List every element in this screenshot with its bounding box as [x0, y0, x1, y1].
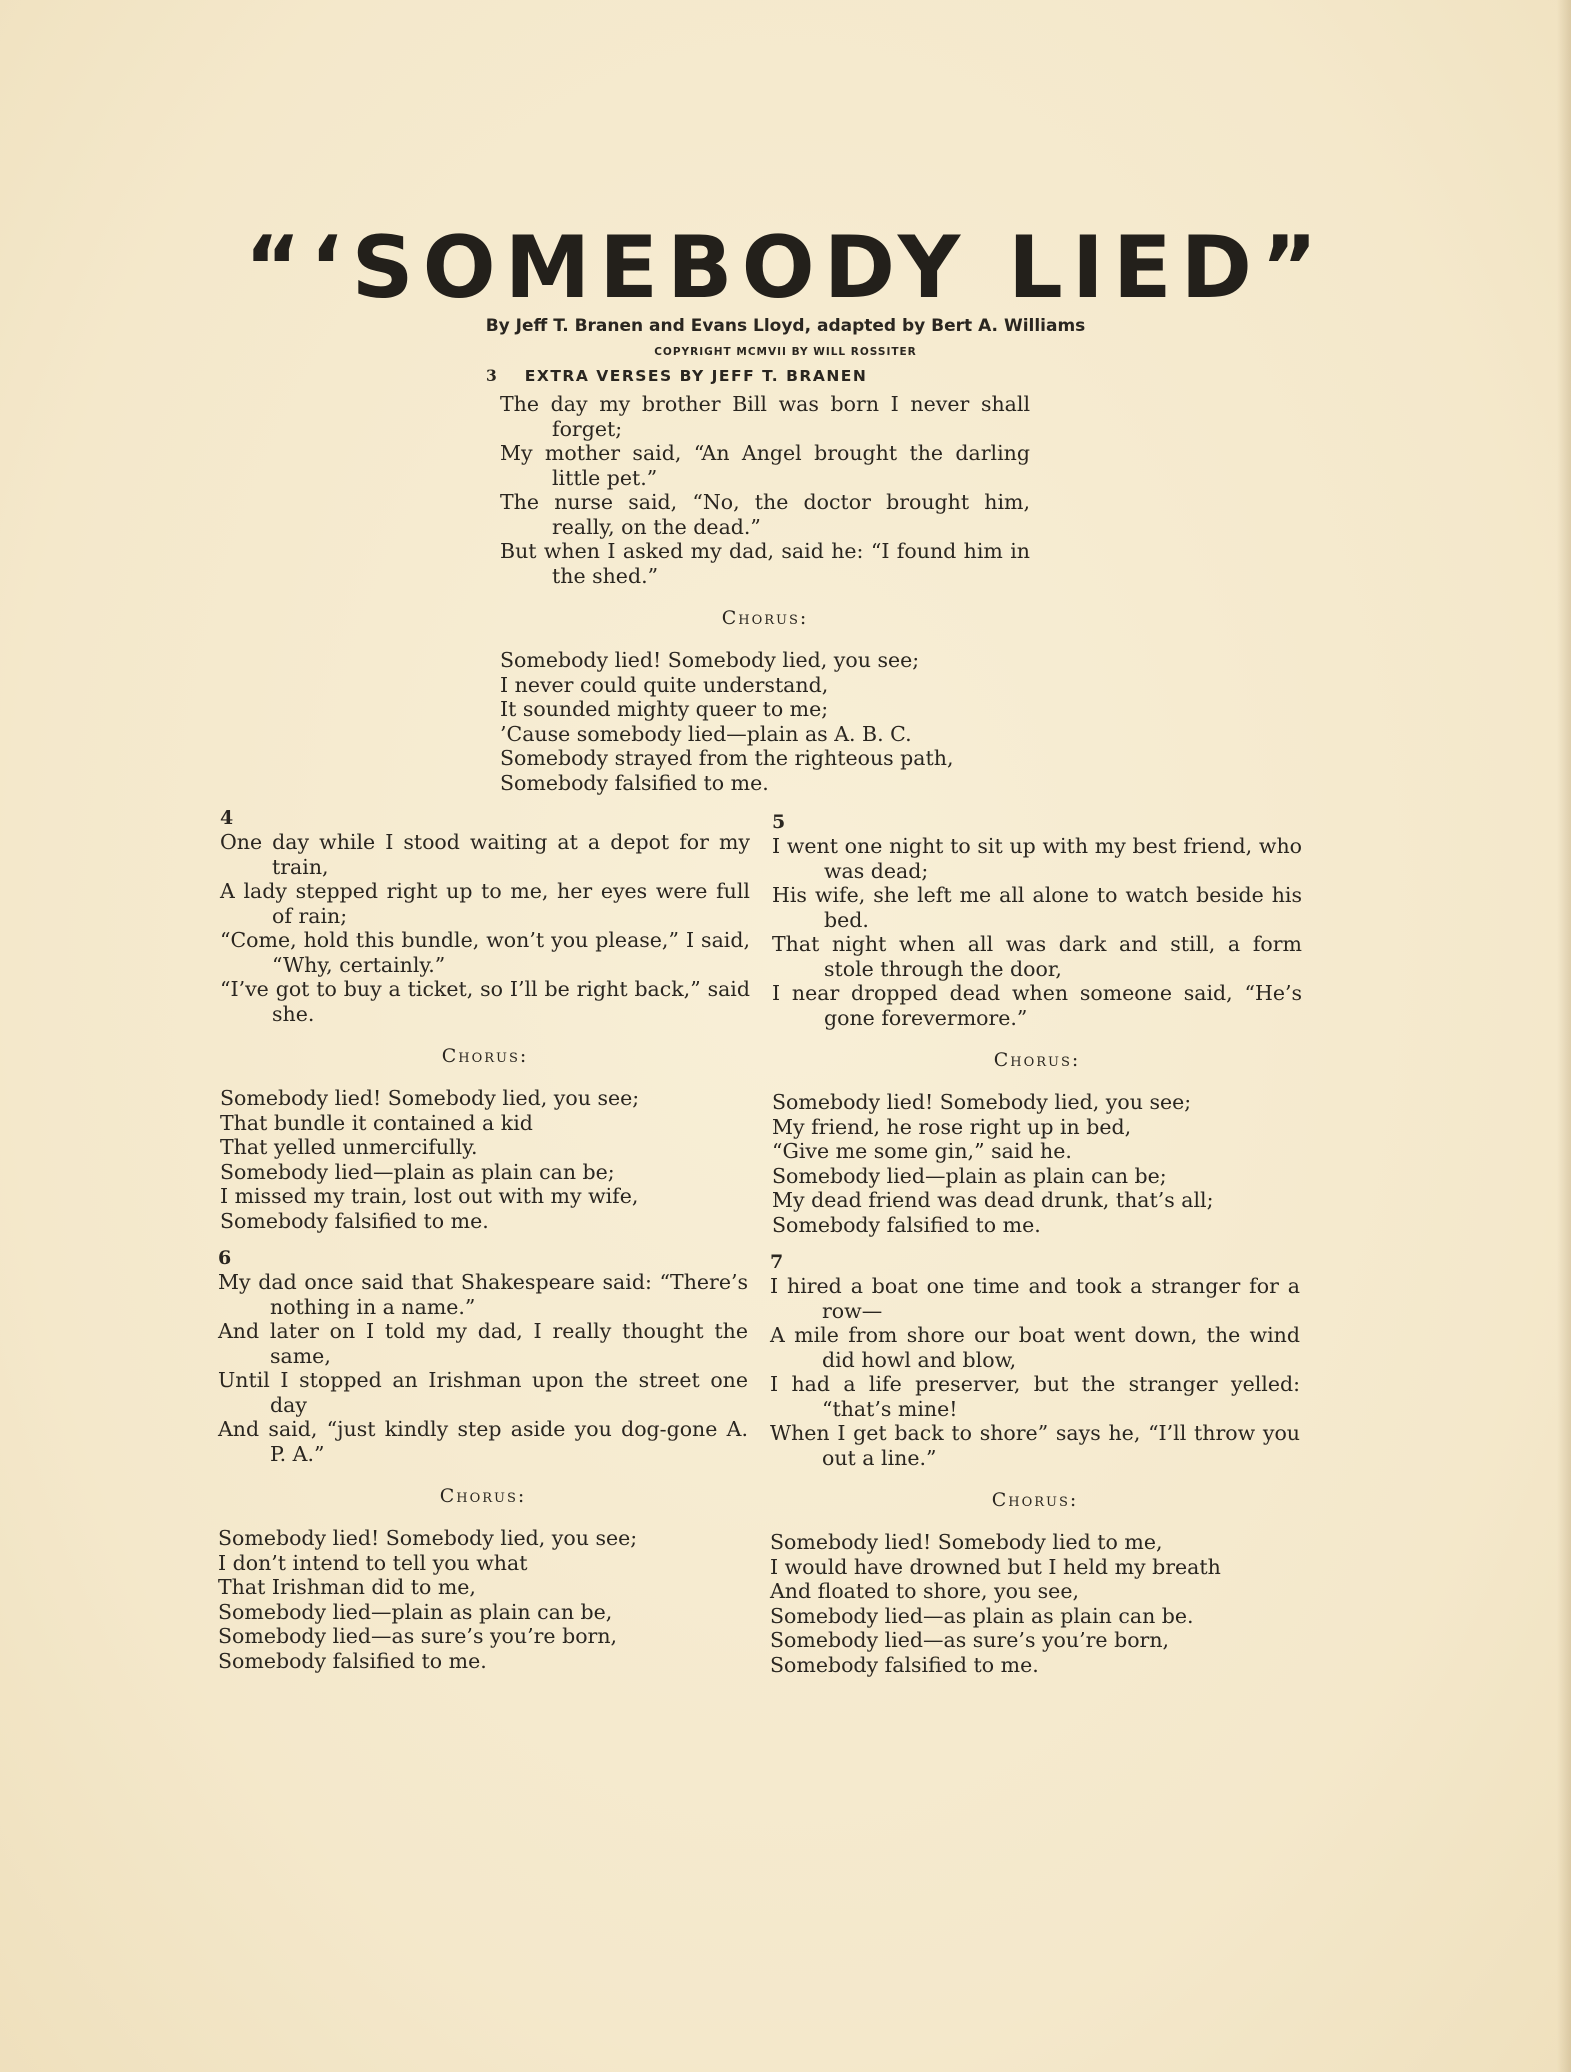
chorus-line: Somebody lied—plain as plain can be, [218, 1599, 613, 1624]
extra-verses-header [486, 366, 867, 385]
chorus-5 [772, 1090, 1302, 1237]
copyright-line: COPYRIGHT MCMVII BY WILL ROSSITER [654, 346, 917, 358]
verse-line: I went one night to sit up with my best friend, who was dead; [772, 834, 1302, 883]
chorus-line: Somebody lied—as sure’s you’re born, [770, 1628, 1170, 1652]
verse-number: 7 [770, 1251, 784, 1273]
chorus-line: Somebody lied! Somebody lied to me, [770, 1530, 1163, 1554]
verse-block-7 [770, 1250, 1300, 1677]
verse-4-lines [220, 830, 750, 1026]
chorus-line: Somebody lied! Somebody lied, you see; [500, 648, 920, 672]
verse-line: The nurse said, “No, the doctor brought him, really, on the dead.” [500, 490, 1030, 539]
chorus-line: Somebody falsified to me. [772, 1212, 1041, 1237]
chorus-line: Somebody falsified to me. [770, 1652, 1039, 1677]
chorus-4 [220, 1086, 750, 1233]
song-title: “‘SOMEBODY LIED” [244, 218, 1327, 318]
verse-6-lines [218, 1270, 748, 1466]
chorus-line: Somebody strayed from the righteous path, [500, 746, 954, 770]
chorus-label: Chorus: [439, 1485, 527, 1507]
extra-verses-label: EXTRA VERSES BY JEFF T. BRANEN [524, 367, 868, 385]
chorus-line: Somebody lied! Somebody lied, you see; [220, 1086, 640, 1110]
chorus-line: I don’t intend to tell you what [218, 1550, 528, 1575]
verse-line: But when I asked my dad, said he: “I found him in the shed.” [500, 539, 1030, 588]
verse-line: When I get back to shore” says he, “I’ll throw you out a line.” [770, 1421, 1300, 1470]
chorus-line: My dead friend was dead drunk, that’s all; [772, 1188, 1214, 1212]
verse-line: One day while I stood waiting at a depot for my train, [220, 830, 750, 879]
verse-line: Until I stopped an Irishman upon the street one day [218, 1368, 748, 1417]
chorus-line: Somebody lied—as sure’s you’re born, [218, 1624, 618, 1648]
chorus-line: That bundle it contained a kid [220, 1110, 533, 1135]
chorus-line: Somebody lied! Somebody lied, you see; [772, 1090, 1192, 1114]
chorus-line: Somebody lied—as plain as plain can be. [770, 1603, 1194, 1628]
verse-5-lines [772, 834, 1302, 1030]
chorus-line: Somebody lied—plain as plain can be; [772, 1163, 1167, 1188]
chorus-line: “Give me some gin,” said he. [772, 1139, 1072, 1163]
chorus-line: I never could quite understand, [500, 672, 829, 697]
verse-block-5 [772, 810, 1302, 1237]
chorus-line: My friend, he rose right up in bed, [772, 1114, 1132, 1139]
verse-line: I hired a boat one time and took a stranger for a row— [770, 1274, 1300, 1323]
chorus-line: And floated to shore, you see, [770, 1579, 1079, 1603]
chorus-line: Somebody falsified to me. [220, 1208, 489, 1233]
chorus-line: I would have drowned but I held my breath [770, 1554, 1221, 1579]
verse-number: 5 [772, 811, 786, 833]
byline: By Jeff T. Branen and Evans Lloyd, adapted by Bert A. Williams [485, 316, 1086, 336]
verse-3-lines [500, 392, 1030, 588]
verse-line: His wife, she left me all alone to watch beside his bed. [772, 883, 1302, 932]
verse-line: A lady stepped right up to me, her eyes were full of rain; [220, 879, 750, 928]
chorus-6 [218, 1526, 748, 1673]
verse-line: “Come, hold this bundle, won’t you please,” I said, “Why, certainly.” [220, 928, 750, 977]
verse-line: I had a life preserver, but the stranger yelled: “that’s mine! [770, 1372, 1300, 1421]
chorus-3 [500, 648, 1030, 795]
chorus-label: Chorus: [991, 1489, 1079, 1511]
verse-block-4 [220, 806, 750, 1233]
verse-line: I near dropped dead when someone said, “He’s gone forevermore.” [772, 981, 1302, 1030]
verse-number: 3 [486, 366, 497, 385]
verse-number: 4 [220, 807, 234, 829]
verse-block-6 [218, 1246, 748, 1673]
verse-line: And said, “just kindly step aside you dog-gone A. P. A.” [218, 1417, 748, 1466]
verse-line: My dad once said that Shakespeare said: “There’s nothing in a name.” [218, 1270, 748, 1319]
verse-line: That night when all was dark and still, a form stole through the door, [772, 932, 1302, 981]
chorus-line: It sounded mighty queer to me; [500, 697, 829, 721]
chorus-7 [770, 1530, 1300, 1677]
verse-7-lines [770, 1274, 1300, 1470]
chorus-line: That Irishman did to me, [218, 1575, 476, 1599]
chorus-label: Chorus: [441, 1045, 529, 1067]
verse-number: 6 [218, 1247, 232, 1269]
verse-line: The day my brother Bill was born I never shall forget; [500, 392, 1030, 441]
verse-block-3 [500, 392, 1030, 795]
chorus-line: Somebody falsified to me. [500, 770, 769, 795]
chorus-line: Somebody falsified to me. [218, 1648, 487, 1673]
chorus-line: I missed my train, lost out with my wife, [220, 1184, 639, 1208]
verse-line: And later on I told my dad, I really thought the same, [218, 1319, 748, 1368]
chorus-label: Chorus: [993, 1049, 1081, 1071]
verse-line: A mile from shore our boat went down, the wind did howl and blow, [770, 1323, 1300, 1372]
verse-line: “I’ve got to buy a ticket, so I’ll be right back,” said she. [220, 977, 750, 1026]
chorus-line: That yelled unmercifully. [220, 1135, 478, 1159]
chorus-line: Somebody lied! Somebody lied, you see; [218, 1526, 638, 1550]
chorus-label: Chorus: [721, 607, 809, 629]
chorus-line: ’Cause somebody lied—plain as A. B. C. [500, 721, 912, 746]
verse-line: My mother said, “An Angel brought the darling little pet.” [500, 441, 1030, 490]
chorus-line: Somebody lied—plain as plain can be; [220, 1159, 615, 1184]
